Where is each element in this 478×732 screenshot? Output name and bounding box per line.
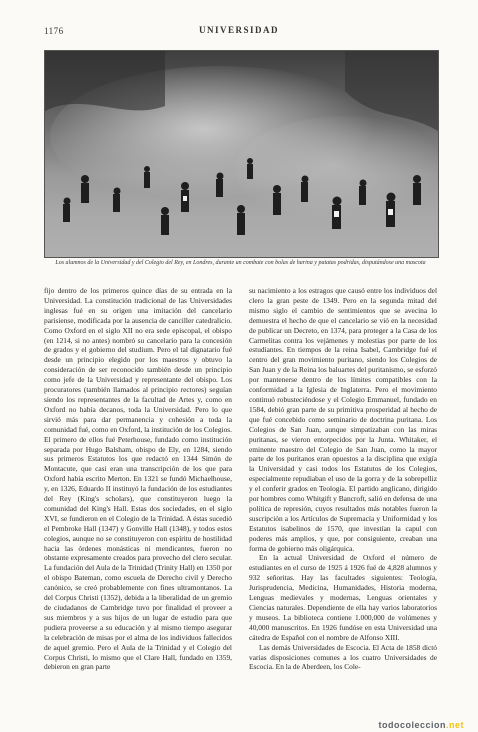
left-column — [44, 286, 232, 706]
paragraph: su nacimiento a los estragos que causó entre los individuos del clero la gran peste de 1349. Pero en la segunda mitad del mismo siglo el cambio de sentimientos que se avecina lo demuestra el hecho de que el cancelario se vió en la necesidad de publicar un Decreto, en 1374, para proteger a la Casa de los Carmelitas contra los vejámenes y molestias por parte de los estudiantes. En tiempos de la reina Isabel, Cambridge fué el centro del gran movimiento puritano, siendo los Colegios de San Juan y de la Reina los baluartes del puritanismo, se esforzó por mantenerse dentro de los límites compatibles con la conformidad a la Iglesia de Inglaterra. Pero el movimiento continuó robusteciéndose y el Colegio Emmanuel, fundado en 1584, debió gran parte de su primitiva prosperidad al hecho de que fué concebido como seminario de doctrina puritana. Los Colegios de San Juan, aunque simpatizaban con las miras puritanas, se vieron entorpecidos por la Junta. Whitaker, el eminente maestro del Colegio de San Juan, como la mayor parte de los puritanos eran opuestos a la disciplina que exigía la Universidad y casi todos los Estatutos de los Colegios, especialmente repudiaban el uso de la gorra y de la sobrepelliz y el conferir grados en Teología. El partido anglicano, dirigido por hombres como Whitgift y Bancroft, salió en defensa de una política de represión, cuyos resultados más notables fueron la suscripción a los Artículos de Supremacía y Uniformidad y los Estatutos isabelinos de 1570, que investían la capul con poderes más amplios, y que, por consiguiente, creaban una forma de gobierno más oligárquica. — [249, 286, 437, 553]
crowd-photograph — [44, 50, 439, 258]
figure-caption: Los alumnos de la Universidad y del Colegio del Rey, en Londres, durante un combate con bolas de harina y patatas podridas, disputándose una mascota — [55, 260, 426, 266]
watermark-brand: todocoleccion — [378, 720, 446, 730]
paragraph: Las demás Universidades de Escocia. El Acta de 1858 dictó varias disposiciones comunes a los cuatro Universidades de Escocia. En la de Aberdeen, los Cole- — [249, 642, 437, 672]
paragraph: fijo dentro de los primeros quince días de su entrada en la Universidad. La constitución tradicional de las Universidades inglesas fué en su origen una imitación del cancelario parisiense, modificada por la ausencia de canciller catedralicio. Como Oxford en el siglo XII no era sede episcopal, el obispo (en 1214, si no antes) nombró su cancelario para la concesión de grados y el gobierno del studium. Pero el tal dignatario fué desde un principio elegido por los maestros y obtuvo la consideración de ser reconocido también desde un principio como jefe de la Universidad y representante del obispo. Los procuratores (también llamados al principio rectores) seguían siendo los representantes de la facultad de Artes y, como en Oxford no había decanos, toda la Universidad. Pero lo que sirvió más para dar permanencia y cohesión a toda la comunidad fué, como en Oxford, la institución de los Colegios. El primero de ellos fué Peterhouse, fundado como institución separada por Hugo Balsham, obispo de Ely, en 1284, siendo sus primeros Estatutos los que redactó en 1344 Simón de Montacute, que casi eran una transcripción de los que para Oxford había escrito Merton. En 1321 se fundó Michaelhouse, y, en 1326, Eduardo II instituyó la fundación de los estudiantes del Rey (King's scholars), que constituyeron luego la comunidad del King's Hall. Estas dos sociedades, en el siglo XVI, se fundieron en el Colegio de la Trinidad. A éstas sucedió el Pembroke Hall (1347) y Gonville Hall (1348), y todos estos colegios, aunque no se constituyeron con espíritu de hostilidad hacia las órdenes monásticas ni mendicantes, fueron no obstante expresamente creados para provecho del clero secular. La fundación del Aula de la Trinidad (Trinity Hall) en 1350 por el obispo Bateman, como escuela de Derecho civil y Derecho canónico, se creó probablemente con fines ultramontanos. La del Corpus Christi (1352), debida a la liberalidad de un gremio de ciudadanos de Cambridge tuvo por finalidad el proveer a sus miembros y a sus hijos de un lugar de estudio para que pudiera proveerse a su educación y al mismo tiempo asegurar la celebración de misas por el alma de los individuos fallecidos de aquel gremio. Pero el Aula de la Trinidad y el Colegio del Corpus Christi, lo mismo que el Clare Hall, fundado en 1359, debieron en gran parte — [44, 286, 232, 672]
watermark-suffix: .net — [445, 720, 464, 730]
right-column — [249, 286, 437, 706]
running-header: UNIVERSIDAD — [198, 25, 279, 35]
page-number: 1176 — [44, 26, 64, 36]
photo-illustration — [45, 51, 438, 257]
paragraph: En la actual Universidad de Oxford el número de estudiantes en el curso de 1925 á 1926 fué de 4,828 alumnos y 932 señoritas. Hay las facultades siguientes: Teología, Jurisprudencia, Medicina, Humanidades, Historia moderna, Lenguas medievales y modernas, Lenguas orientales y Ciencias naturales. Dependiente de ella hay varios laboratorios y museos. La biblioteca contiene 1.000,000 de volúmenes y 40,000 manuscritos. En 1926 fundóse en esta Universidad una cátedra de Español con el nombre de Alfonso XIII. — [249, 553, 437, 642]
watermark-logo — [378, 720, 464, 730]
